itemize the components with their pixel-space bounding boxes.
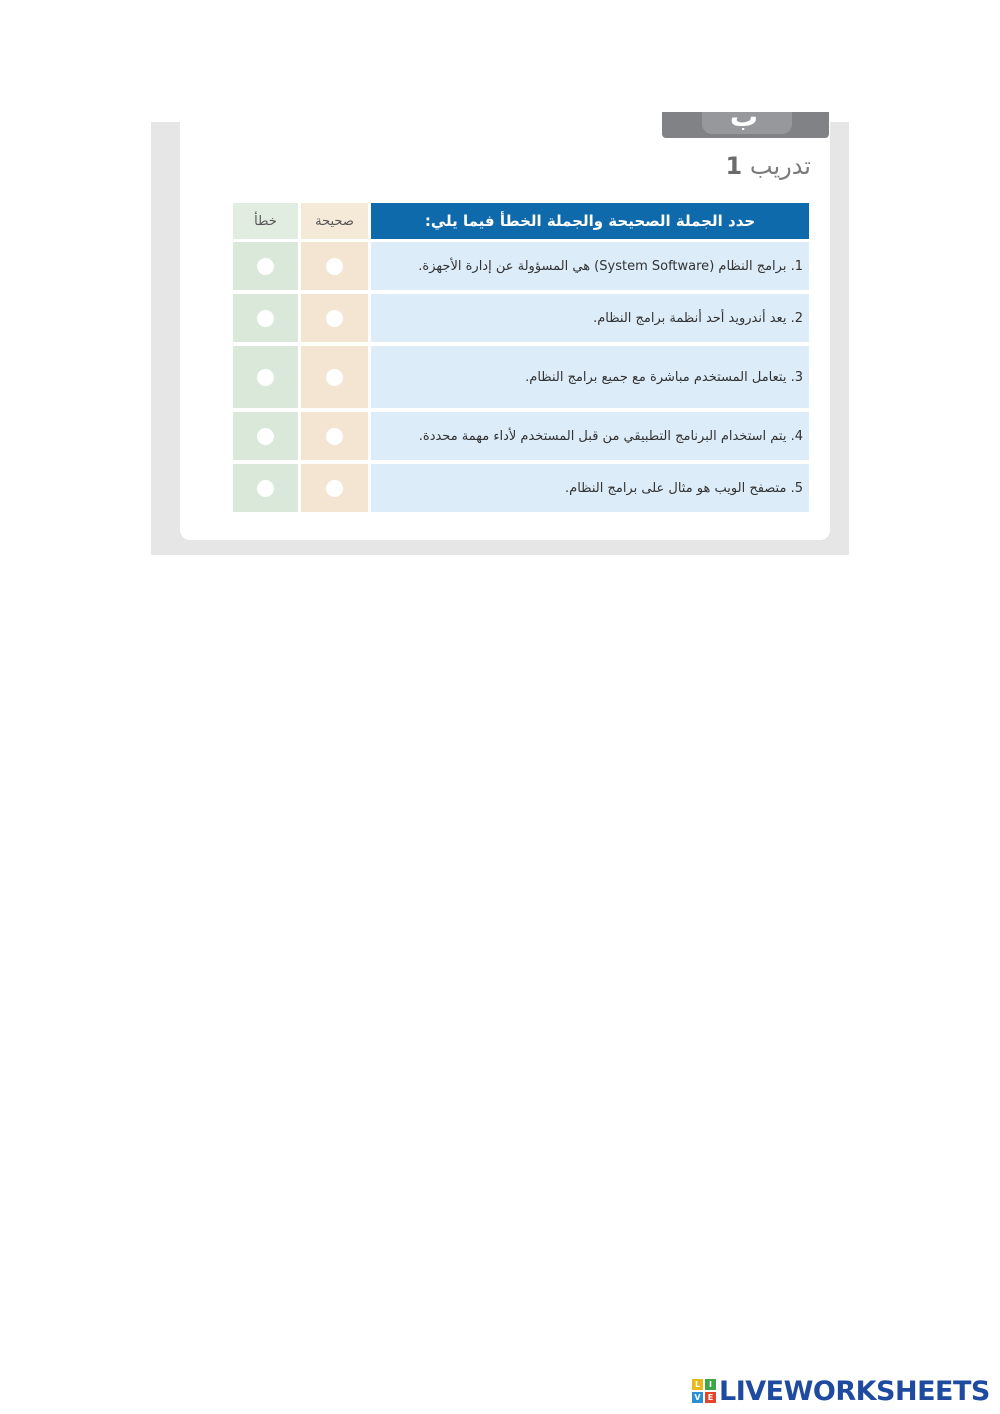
logo-letter-v: V	[692, 1392, 703, 1403]
false-radio-1[interactable]	[257, 258, 274, 275]
logo-letter-e: E	[705, 1392, 716, 1403]
true-radio-4[interactable]	[326, 428, 343, 445]
brand-name: LIVEWORKSHEETS	[719, 1375, 990, 1407]
statement-2: 2. يعد أندرويد أحد أنظمة برامج النظام.	[371, 294, 809, 342]
logo-grid-icon	[692, 1379, 716, 1403]
logo-letter-i: I	[705, 1379, 716, 1390]
true-cell-5	[301, 464, 368, 512]
true-cell-1	[301, 242, 368, 290]
false-cell-1	[233, 242, 298, 290]
false-radio-5[interactable]	[257, 480, 274, 497]
true-cell-4	[301, 412, 368, 460]
exercise-title	[726, 152, 811, 180]
false-cell-5	[233, 464, 298, 512]
true-radio-3[interactable]	[326, 369, 343, 386]
false-column-header: خطأ	[233, 203, 298, 239]
false-cell-4	[233, 412, 298, 460]
false-radio-3[interactable]	[257, 369, 274, 386]
instruction-header: حدد الجملة الصحيحة والجملة الخطأ فيما يلي:	[371, 203, 809, 239]
true-cell-3	[301, 346, 368, 408]
true-column-header: صحيحة	[301, 203, 368, 239]
statement-4: 4. يتم استخدام البرنامج التطبيقي من قبل المستخدم لأداء مهمة محددة.	[371, 412, 809, 460]
statement-3: 3. يتعامل المستخدم مباشرة مع جميع برامج النظام.	[371, 346, 809, 408]
section-tab-glyph: ب	[729, 112, 759, 133]
false-cell-3	[233, 346, 298, 408]
true-cell-2	[301, 294, 368, 342]
true-radio-2[interactable]	[326, 310, 343, 327]
section-tab	[662, 112, 829, 138]
true-radio-1[interactable]	[326, 258, 343, 275]
true-radio-5[interactable]	[326, 480, 343, 497]
exercise-title-number: 1	[725, 152, 743, 180]
statement-1: 1. برامج النظام (System Software) هي المسؤولة عن إدارة الأجهزة.	[371, 242, 809, 290]
false-radio-4[interactable]	[257, 428, 274, 445]
false-cell-2	[233, 294, 298, 342]
exercise-title-word: تدريب	[749, 152, 811, 180]
false-radio-2[interactable]	[257, 310, 274, 327]
logo-letter-l: L	[692, 1379, 703, 1390]
statement-5: 5. متصفح الويب هو مثال على برامج النظام.	[371, 464, 809, 512]
liveworksheets-logo	[692, 1374, 990, 1408]
